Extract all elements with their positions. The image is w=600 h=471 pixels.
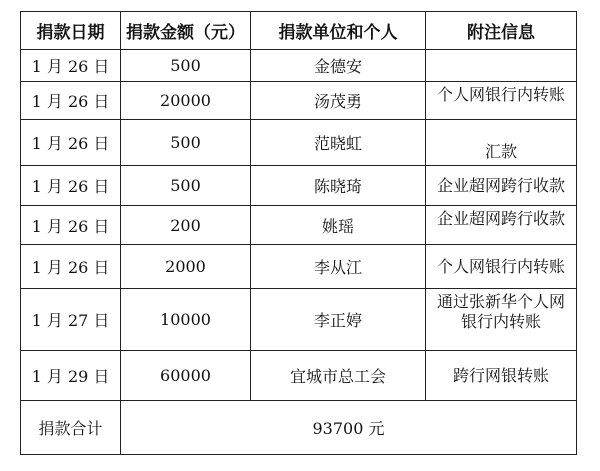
header-amount: 捐款金额（元） xyxy=(121,12,251,50)
cell-date: 1 月 26 日 xyxy=(21,245,121,289)
table-row xyxy=(21,351,577,401)
cell-donor: 姚瑶 xyxy=(251,206,426,245)
cell-date: 1 月 26 日 xyxy=(21,206,121,245)
cell-note: 通过张新华个人网银行内转账 xyxy=(426,289,577,351)
cell-donor: 金德安 xyxy=(251,50,426,82)
cell-donor: 李从江 xyxy=(251,245,426,289)
table-row xyxy=(21,166,577,206)
cell-note: 个人网银行内转账 xyxy=(426,245,577,289)
total-amount xyxy=(121,401,577,455)
cell-amount: 20000 xyxy=(121,82,251,120)
header-date: 捐款日期 xyxy=(21,12,121,50)
cell-date: 1 月 27 日 xyxy=(21,289,121,351)
cell-date: 1 月 26 日 xyxy=(21,82,121,120)
table-row xyxy=(21,82,577,120)
cell-amount: 60000 xyxy=(121,351,251,401)
cell-donor: 李正婷 xyxy=(251,289,426,351)
total-unit: 元 xyxy=(368,419,385,438)
table-row xyxy=(21,120,577,166)
cell-amount: 2000 xyxy=(121,245,251,289)
cell-note: 汇款 xyxy=(426,120,577,166)
table-row xyxy=(21,289,577,351)
table-row xyxy=(21,245,577,289)
total-row xyxy=(21,401,577,455)
cell-date: 1 月 26 日 xyxy=(21,50,121,82)
cell-amount: 500 xyxy=(121,166,251,206)
cell-note: 企业超网跨行收款 xyxy=(426,206,577,245)
header-note: 附注信息 xyxy=(426,12,577,50)
cell-note: 个人网银行内转账 xyxy=(426,82,577,120)
total-value: 93700 xyxy=(312,419,364,438)
cell-amount: 500 xyxy=(121,120,251,166)
cell-donor: 陈晓琦 xyxy=(251,166,426,206)
cell-donor: 汤茂勇 xyxy=(251,82,426,120)
cell-note: 企业超网跨行收款 xyxy=(426,166,577,206)
cell-donor: 宜城市总工会 xyxy=(251,351,426,401)
cell-amount: 10000 xyxy=(121,289,251,351)
cell-amount: 500 xyxy=(121,50,251,82)
table-row xyxy=(21,50,577,82)
cell-date: 1 月 26 日 xyxy=(21,166,121,206)
table-row xyxy=(21,206,577,245)
total-label: 捐款合计 xyxy=(21,401,121,455)
cell-donor: 范晓虹 xyxy=(251,120,426,166)
cell-note xyxy=(426,50,577,82)
cell-note: 跨行网银转账 xyxy=(426,351,577,401)
table-header-row xyxy=(21,12,577,50)
cell-amount: 200 xyxy=(121,206,251,245)
header-donor: 捐款单位和个人 xyxy=(251,12,426,50)
cell-date: 1 月 26 日 xyxy=(21,120,121,166)
cell-date: 1 月 29 日 xyxy=(21,351,121,401)
donation-table xyxy=(20,11,577,455)
